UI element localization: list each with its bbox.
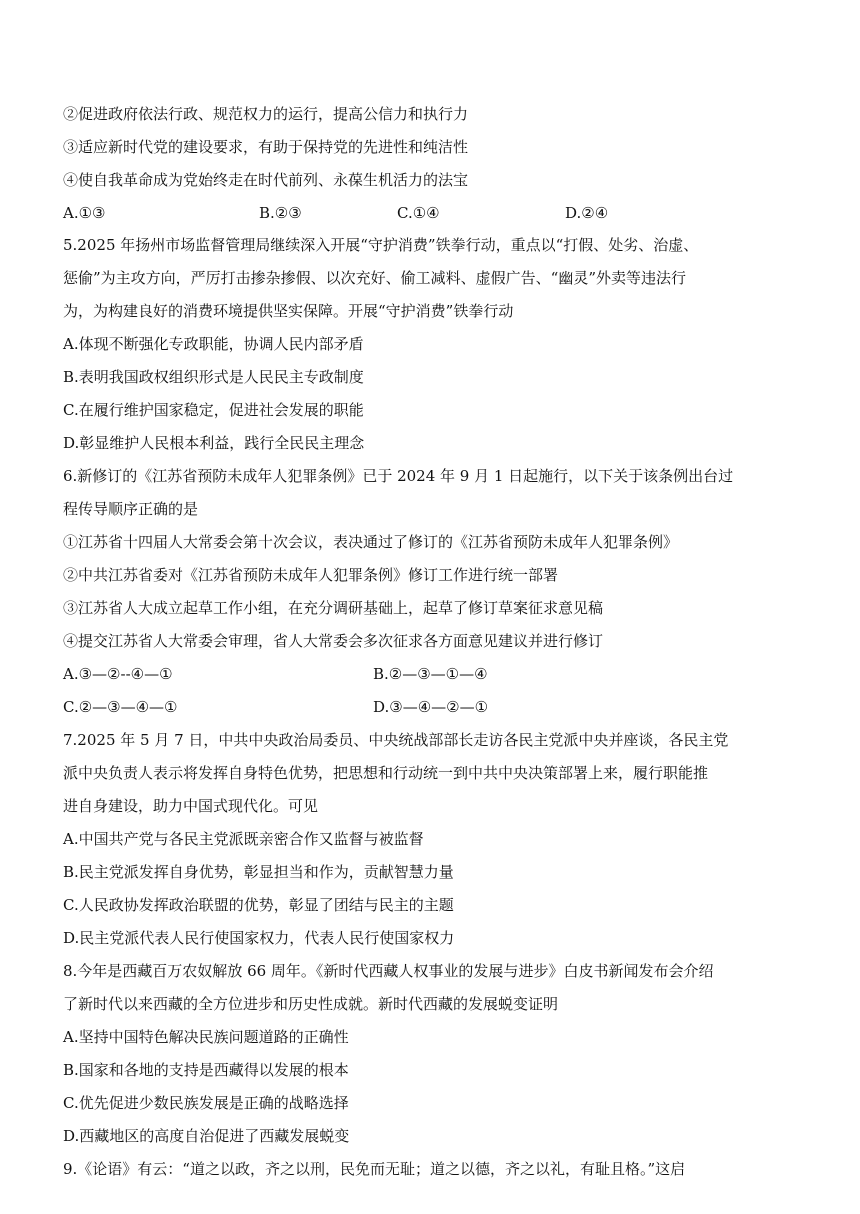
q6-item-1: ①江苏省十四届人大常委会第十次会议，表决通过了修订的《江苏省预防未成年人犯罪条例》: [63, 533, 679, 551]
q4-option-d: D.②④: [565, 204, 609, 222]
q4-option-c: C.①④: [397, 204, 440, 222]
q7-stem-line-1: 7.2025 年 5 月 7 日，中共中央政治局委员、中央统战部部长走访各民主党派中央并座谈，各民主党: [63, 731, 729, 749]
q6-item-4: ④提交江苏省人大常委会审理，省人大常委会多次征求各方面意见建议并进行修订: [63, 632, 604, 650]
q6-stem-line-2: 程传导顺序正确的是: [63, 500, 199, 518]
q5-stem-line-2: 惩偷”为主攻方向，严厉打击掺杂掺假、以次充好、偷工减料、虚假广告、“幽灵”外卖等违法行: [63, 269, 687, 287]
q5-option-c: C.在履行维护国家稳定，促进社会发展的职能: [63, 401, 364, 419]
q6-option-b: B.②—③—①—④: [373, 665, 488, 683]
q8-option-c: C.优先促进少数民族发展是正确的战略选择: [63, 1094, 349, 1112]
q5-option-b: B.表明我国政权组织形式是人民民主专政制度: [63, 368, 364, 386]
q8-option-a: A.坚持中国特色解决民族问题道路的正确性: [63, 1028, 349, 1046]
q8-option-b: B.国家和各地的支持是西藏得以发展的根本: [63, 1061, 349, 1079]
q4-option-b: B.②③: [259, 204, 302, 222]
q7-option-a: A.中国共产党与各民主党派既亲密合作又监督与被监督: [63, 830, 424, 848]
q7-stem-line-2: 派中央负责人表示将发挥自身特色优势，把思想和行动统一到中共中央决策部署上来，履行职能推: [63, 764, 709, 782]
q5-option-a: A.体现不断强化专政职能，协调人民内部矛盾: [63, 335, 364, 353]
q5-stem-line-1: 5.2025 年扬州市场监督管理局继续深入开展“守护消费”铁拳行动，重点以“打假、处劣、治虚、: [63, 236, 699, 254]
q8-stem-line-2: 了新时代以来西藏的全方位进步和历史性成就。新时代西藏的发展蜕变证明: [63, 995, 559, 1013]
q6-option-a: A.③—②--④—①: [63, 665, 173, 683]
q5-option-d: D.彰显维护人民根本利益，践行全民民主理念: [63, 434, 365, 452]
q7-stem-line-3: 进自身建设，助力中国式现代化。可见: [63, 797, 319, 815]
q5-stem-line-3: 为，为构建良好的消费环境提供坚实保障。开展“守护消费”铁拳行动: [63, 302, 514, 320]
q4-item-3: ③适应新时代党的建设要求，有助于保持党的先进性和纯洁性: [63, 138, 469, 156]
q4-item-2: ②促进政府依法行政、规范权力的运行，提高公信力和执行力: [63, 105, 469, 123]
q8-stem-line-1: 8.今年是西藏百万农奴解放 66 周年。《新时代西藏人权事业的发展与进步》白皮书新闻发布会介绍: [63, 962, 714, 980]
q7-option-c: C.人民政协发挥政治联盟的优势，彰显了团结与民主的主题: [63, 896, 454, 914]
q7-option-d: D.民主党派代表人民行使国家权力，代表人民行使国家权力: [63, 929, 455, 947]
q9-stem-line-1: 9.《论语》有云：“道之以政，齐之以刑，民免而无耻；道之以德，齐之以礼，有耻且格。”这启: [63, 1160, 686, 1178]
q4-item-4: ④使自我革命成为党始终走在时代前列、永葆生机活力的法宝: [63, 171, 469, 189]
q6-option-c: C.②—③—④—①: [63, 698, 178, 716]
q8-option-d: D.西藏地区的高度自治促进了西藏发展蜕变: [63, 1127, 350, 1145]
q6-item-3: ③江苏省人大成立起草工作小组，在充分调研基础上，起草了修订草案征求意见稿: [63, 599, 604, 617]
q6-item-2: ②中共江苏省委对《江苏省预防未成年人犯罪条例》修订工作进行统一部署: [63, 566, 559, 584]
q6-option-d: D.③—④—②—①: [373, 698, 489, 716]
q6-stem-line-1: 6.新修订的《江苏省预防未成年人犯罪条例》已于 2024 年 9 月 1 日起施行，以下关于该条例出台过: [63, 467, 734, 485]
q4-option-a: A.①③: [63, 204, 106, 222]
q7-option-b: B.民主党派发挥自身优势，彰显担当和作为，贡献智慧力量: [63, 863, 454, 881]
